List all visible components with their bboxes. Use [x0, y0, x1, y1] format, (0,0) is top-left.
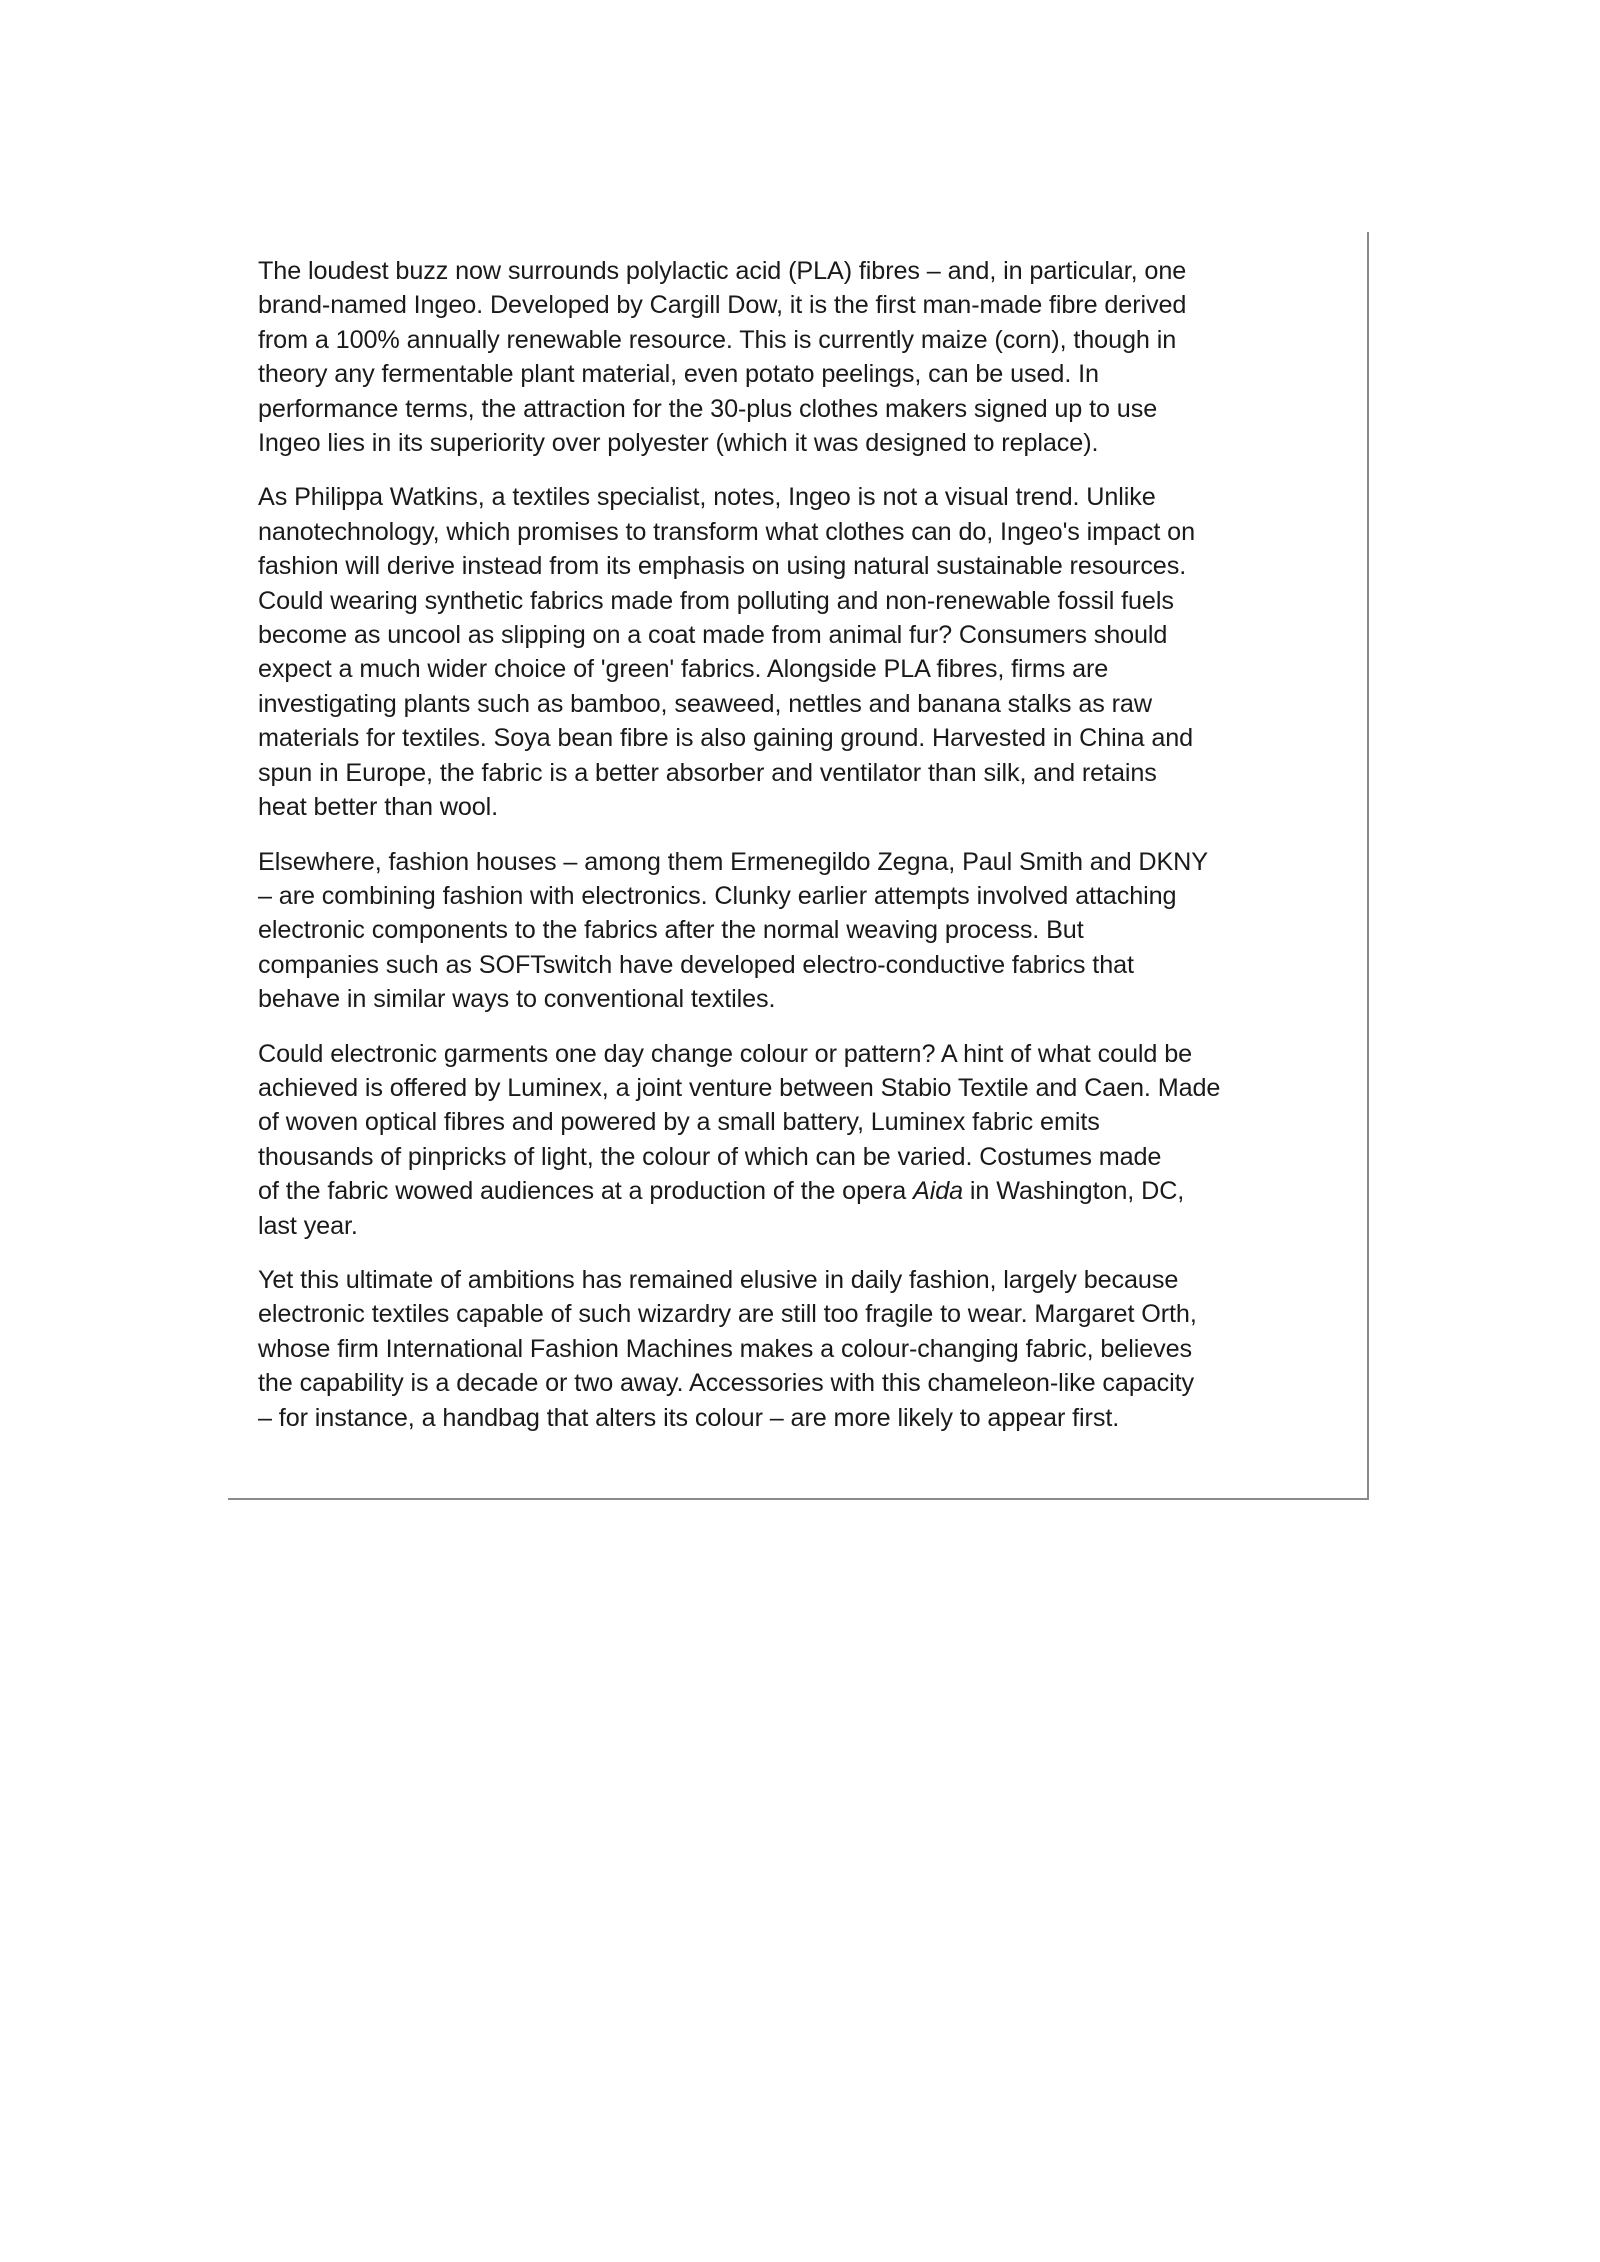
text-line: of woven optical fibres and powered by a small battery, Luminex fabric emits	[258, 1108, 1100, 1137]
paragraph-5	[258, 1263, 1343, 1435]
text-line: – are combining fashion with electronics. Clunky earlier attempts involved attaching	[258, 881, 1177, 910]
text-line: achieved is offered by Luminex, a joint venture between Stabio Textile and Caen. Made	[258, 1073, 1221, 1102]
text-line: the capability is a decade or two away. Accessories with this chameleon-like capacity	[258, 1369, 1195, 1398]
text-line: fashion will derive instead from its emphasis on using natural sustainable resources.	[258, 552, 1187, 581]
text-line: The loudest buzz now surrounds polylactic acid (PLA) fibres – and, in particular, one	[258, 257, 1187, 285]
text-line: behave in similar ways to conventional textiles.	[258, 985, 776, 1014]
text-line	[258, 1174, 1343, 1208]
text-line: last year.	[258, 1211, 358, 1240]
text-line: Could wearing synthetic fabrics made from polluting and non-renewable fossil fuels	[258, 586, 1174, 615]
paragraph-1	[258, 254, 1343, 460]
text-line: heat better than wool.	[258, 793, 499, 822]
text-line: electronic textiles capable of such wizardry are still too fragile to wear. Margaret Orth,	[258, 1300, 1197, 1329]
text-line: theory any fermentable plant material, even potato peelings, can be used. In	[258, 360, 1099, 389]
text-line: thousands of pinpricks of light, the colour of which can be varied. Costumes made	[258, 1142, 1162, 1171]
text-line: spun in Europe, the fabric is a better absorber and ventilator than silk, and retains	[258, 758, 1157, 787]
text-line: from a 100% annually renewable resource. This is currently maize (corn), though in	[258, 325, 1177, 354]
paragraph-3	[258, 845, 1343, 1017]
text-line: As Philippa Watkins, a textiles specialist, notes, Ingeo is not a visual trend. Unlike	[258, 483, 1156, 512]
article-body	[258, 254, 1343, 1455]
text-line: Could electronic garments one day change colour or pattern? A hint of what could be	[258, 1039, 1193, 1068]
text-line: companies such as SOFTswitch have developed electro-conductive fabrics that	[258, 950, 1134, 979]
text-line: performance terms, the attraction for the 30-plus clothes makers signed up to use	[258, 394, 1158, 423]
text-line: Ingeo lies in its superiority over polyester (which it was designed to replace).	[258, 429, 1099, 458]
text-fragment: in Washington, DC,	[963, 1177, 1185, 1206]
opera-title: Aida	[913, 1177, 964, 1206]
text-line: become as uncool as slipping on a coat made from animal fur? Consumers should	[258, 621, 1168, 650]
text-line: brand-named Ingeo. Developed by Cargill Dow, it is the first man-made fibre derived	[258, 291, 1187, 320]
text-line: – for instance, a handbag that alters its colour – are more likely to appear first.	[258, 1403, 1120, 1432]
paragraph-2	[258, 480, 1343, 824]
text-line: investigating plants such as bamboo, seaweed, nettles and banana stalks as raw	[258, 689, 1152, 718]
text-line: Yet this ultimate of ambitions has remained elusive in daily fashion, largely because	[258, 1265, 1179, 1294]
text-line: whose firm International Fashion Machines makes a colour-changing fabric, believes	[258, 1334, 1193, 1363]
text-line: expect a much wider choice of 'green' fabrics. Alongside PLA fibres, firms are	[258, 655, 1109, 684]
text-fragment: of the fabric wowed audiences at a production of the opera	[258, 1177, 914, 1206]
frame-bottom-border	[228, 1498, 1369, 1500]
text-line: Elsewhere, fashion houses – among them Ermenegildo Zegna, Paul Smith and DKNY	[258, 847, 1208, 876]
text-line: materials for textiles. Soya bean fibre is also gaining ground. Harvested in China and	[258, 724, 1194, 753]
text-line: electronic components to the fabrics after the normal weaving process. But	[258, 916, 1084, 945]
text-line: nanotechnology, which promises to transform what clothes can do, Ingeo's impact on	[258, 517, 1195, 546]
paragraph-4	[258, 1037, 1343, 1243]
frame-right-border	[1367, 232, 1369, 1500]
